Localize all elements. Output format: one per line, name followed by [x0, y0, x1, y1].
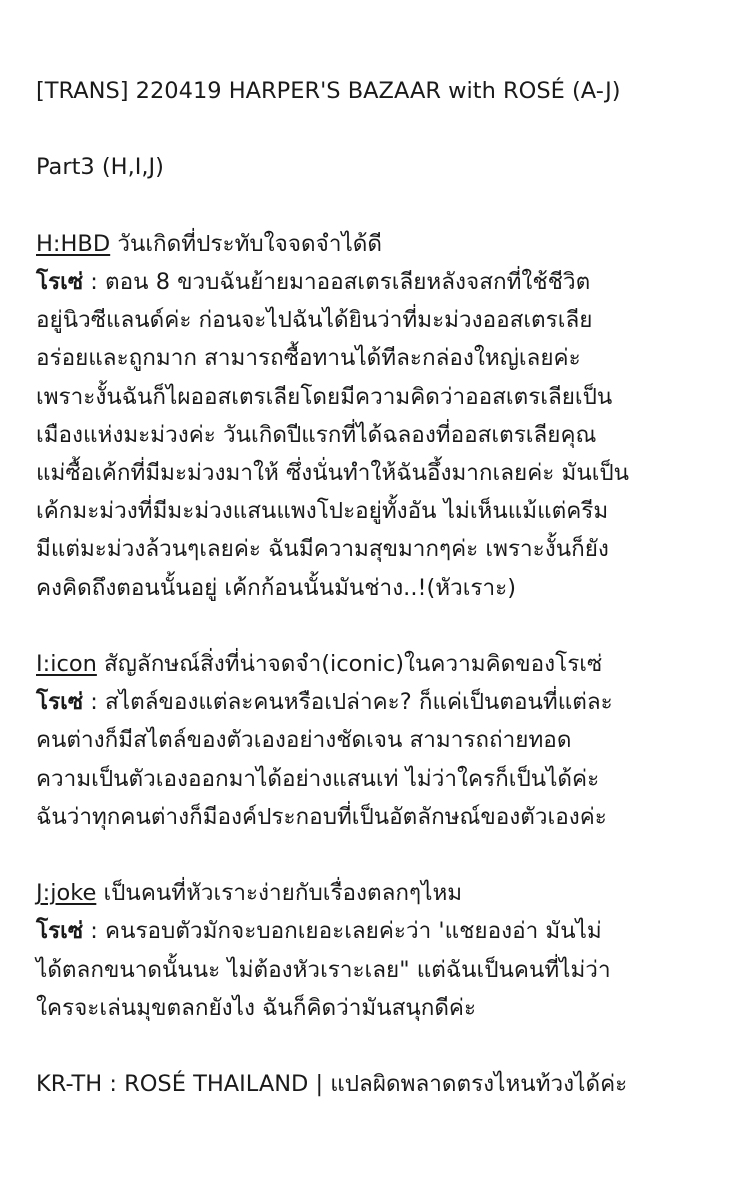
section-label: H:HBD: [36, 230, 111, 257]
section-joke: [36, 874, 716, 1027]
section-label: J:joke: [36, 880, 97, 907]
speaker-name: โรเซ่: [36, 689, 84, 716]
section-heading-text: สัญลักษณ์สิ่งที่น่าจดจำ(iconic)ในความคิดของโรเซ่: [96, 651, 603, 677]
spacer: [36, 187, 716, 225]
document-title: [TRANS] 220419 HARPER'S BAZAAR with ROSÉ (A-J): [36, 78, 621, 104]
section-heading-text: วันเกิดที่ประทับใจจดจำได้ดี: [110, 230, 383, 257]
section-heading: [36, 645, 716, 683]
answer-line: [36, 912, 716, 950]
spacer: [36, 836, 716, 874]
spacer: [36, 607, 716, 645]
answer-line: เค้กมะม่วงที่มีมะม่วงแสนแพงโปะอยู่ทั้งอัน ไม่เห็นแม้แต่ครีม: [36, 498, 609, 525]
section-label: I:icon: [36, 651, 97, 677]
speaker-separator: :: [83, 268, 106, 295]
answer-line: อยู่นิวซีแลนด์ค่ะ ก่อนจะไปฉันได้ยินว่าที่มะม่วงออสเตรเลีย: [36, 307, 593, 334]
spacer: [36, 1027, 716, 1065]
answer-text: คนรอบตัวมักจะบอกเยอะเลยค่ะว่า 'แชยองอ่า มันไม่: [105, 918, 602, 945]
speaker-name: โรเซ่: [36, 268, 84, 295]
section-heading-text: เป็นคนที่หัวเราะง่ายกับเรื่องตลกๆไหม: [96, 880, 463, 907]
answer-line: เมืองแห่งมะม่วงค่ะ วันเกิดปีแรกที่ได้ฉลองที่ออสเตรเลียคุณ: [36, 421, 597, 448]
answer-line: อร่อยและถูกมาก สามารถซื้อทานได้ทีละกล่องใหญ่เลยค่ะ: [36, 345, 581, 372]
section-icon: [36, 645, 716, 836]
answer-line: ความเป็นตัวเองออกมาได้อย่างแสนเท่ ไม่ว่าใครก็เป็นได้ค่ะ: [36, 765, 600, 792]
part-label: Part3 (H,I,J): [36, 154, 164, 181]
answer-line: มีแต่มะม่วงล้วนๆเลยค่ะ ฉันมีความสุขมากๆค่ะ เพราะงั้นก็ยัง: [36, 536, 609, 563]
section-heading: [36, 225, 716, 263]
answer-text: สไตล์ของแต่ละคนหรือเปล่าคะ? ก็แค่เป็นตอนที่แต่ละ: [105, 689, 613, 716]
answer-line: ฉันว่าทุกคนต่างก็มีองค์ประกอบที่เป็นอัตลักษณ์ของตัวเองค่ะ: [36, 803, 607, 830]
document-body: [36, 72, 716, 1103]
answer-line: ได้ตลกขนาดนั้นนะ ไม่ต้องหัวเราะเลย" แต่ฉันเป็นคนที่ไม่ว่า: [36, 956, 611, 983]
speaker-separator: :: [83, 689, 106, 716]
answer-line: [36, 683, 716, 721]
answer-text: ตอน 8 ขวบฉันย้ายมาออสเตรเลียหลังจสกที่ใช้ชีวิต: [105, 268, 591, 295]
answer-line: แม่ซื้อเค้กที่มีมะม่วงมาให้ ซึ่งนั่นทำให้ฉันอึ้งมากเลยค่ะ มันเป็น: [36, 460, 630, 486]
section-heading: [36, 874, 716, 912]
footer-credit: KR-TH : ROSÉ THAILAND | แปลผิดพลาดตรงไหนท้วงได้ค่ะ: [36, 1071, 628, 1098]
speaker-separator: :: [83, 918, 106, 945]
speaker-name: โรเซ่: [36, 918, 84, 945]
answer-line: [36, 263, 716, 301]
answer-line: คนต่างก็มีสไตล์ของตัวเองอย่างชัดเจน สามารถถ่ายทอด: [36, 727, 572, 754]
section-hbd: [36, 225, 716, 607]
answer-line: ใครจะเล่นมุขตลกยังไง ฉันก็คิดว่ามันสนุกดีค่ะ: [36, 994, 477, 1021]
answer-line: คงคิดถึงตอนนั้นอยู่ เค้กก้อนนั้นมันช่าง..!(หัวเราะ): [36, 574, 517, 601]
spacer: [36, 110, 716, 148]
answer-line: เพราะงั้นฉันก็ไผออสเตรเลียโดยมีความคิดว่าออสเตรเลียเป็น: [36, 383, 613, 410]
